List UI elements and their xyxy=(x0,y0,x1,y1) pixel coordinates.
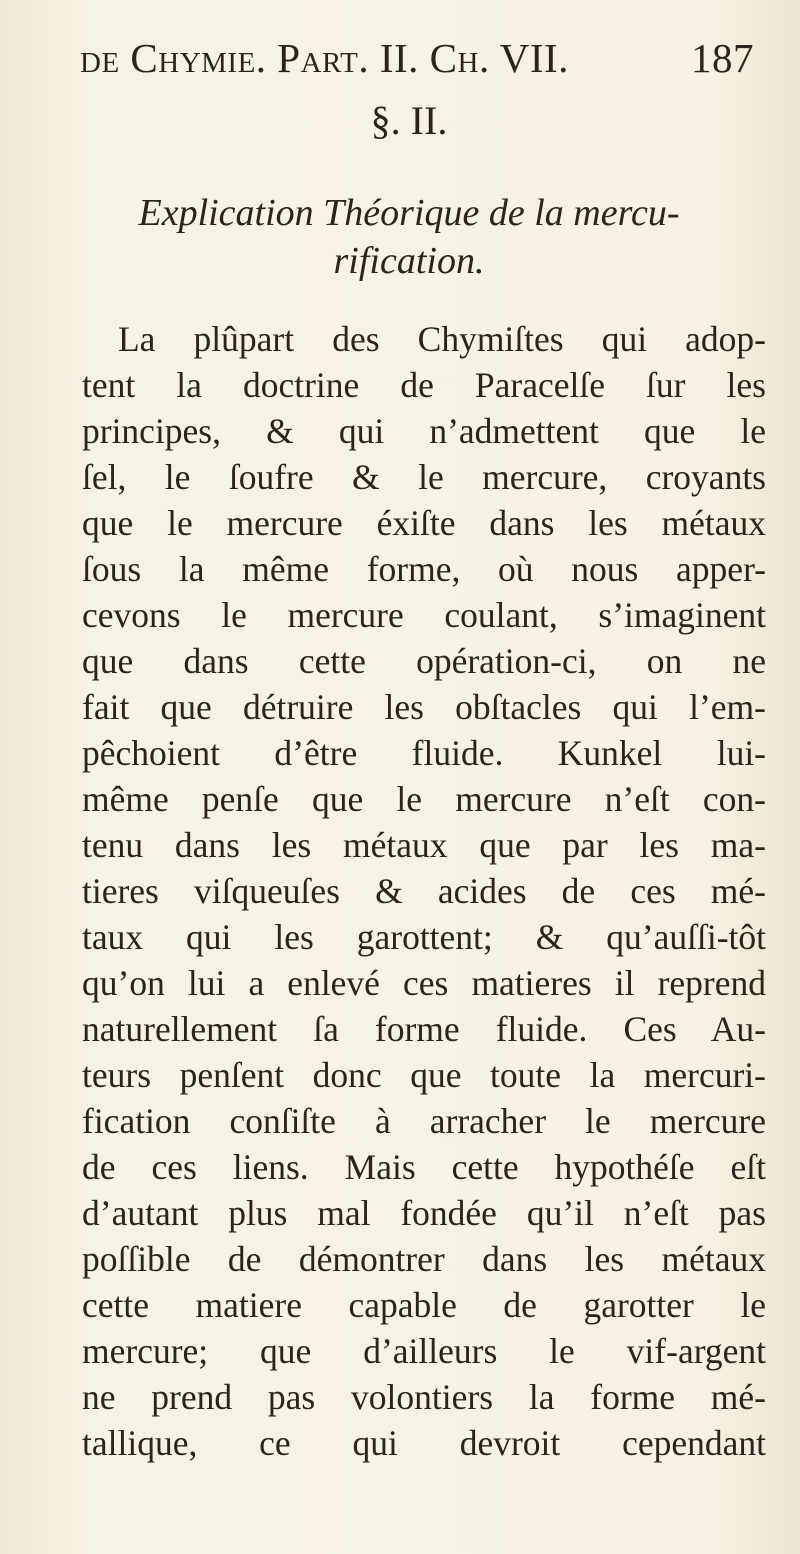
text-line: naturellement ſa forme fluide. Ces Au- xyxy=(82,1009,766,1049)
text-line: même penſe que le mercure n’eſt con- xyxy=(82,779,766,819)
text-line: fication conſiſte à arracher le mercure xyxy=(82,1101,766,1141)
text-line: La plûpart des Chymiſtes qui adop- xyxy=(118,319,766,359)
text-line: de ces liens. Mais cette hypothéſe eſt xyxy=(82,1147,766,1187)
text-line: tenu dans les métaux que par les ma- xyxy=(82,825,766,865)
text-line: fait que détruire les obſtacles qui l’em- xyxy=(82,687,766,727)
body-paragraph xyxy=(82,316,766,1466)
text-line: mercure; que d’ailleurs le vif-argent xyxy=(82,1331,766,1371)
running-head-title: de Chymie. Part. II. Ch. VII. xyxy=(80,35,569,81)
section-heading-line: Explication Théorique de la mercu- xyxy=(138,192,680,234)
text-line: ne prend pas volontiers la forme mé- xyxy=(82,1377,766,1417)
text-line: taux qui les garottent; & qu’auſſi-tôt xyxy=(82,917,766,957)
text-line: cette matiere capable de garotter le xyxy=(82,1285,766,1325)
page-number: 187 xyxy=(691,35,754,81)
section-heading xyxy=(88,189,730,285)
text-line: principes, & qui n’admettent que le xyxy=(82,411,766,451)
text-line: poſſible de démontrer dans les métaux xyxy=(82,1239,766,1279)
text-line: d’autant plus mal fondée qu’il n’eſt pas xyxy=(82,1193,766,1233)
text-line: teurs penſent donc que toute la mercuri- xyxy=(82,1055,766,1095)
text-line: qu’on lui a enlevé ces matieres il reprend xyxy=(82,963,766,1003)
running-head xyxy=(80,35,754,81)
section-heading-line: rification. xyxy=(333,240,485,282)
text-line: cevons le mercure coulant, s’imaginent xyxy=(82,595,766,635)
text-line: pêchoient d’être fluide. Kunkel lui- xyxy=(82,733,766,773)
text-line: ſel, le ſoufre & le mercure, croyants xyxy=(82,457,766,497)
text-line: tallique, ce qui devroit cependant xyxy=(82,1423,766,1463)
text-line: tent la doctrine de Paracelſe ſur les xyxy=(82,365,766,405)
text-line: tieres viſqueuſes & acides de ces mé- xyxy=(82,871,766,911)
section-mark: §. II. xyxy=(370,98,448,143)
text-line: ſous la même forme, où nous apper- xyxy=(82,549,766,589)
text-line: que dans cette opération-ci, on ne xyxy=(82,641,766,681)
text-line: que le mercure éxiſte dans les métaux xyxy=(82,503,766,543)
